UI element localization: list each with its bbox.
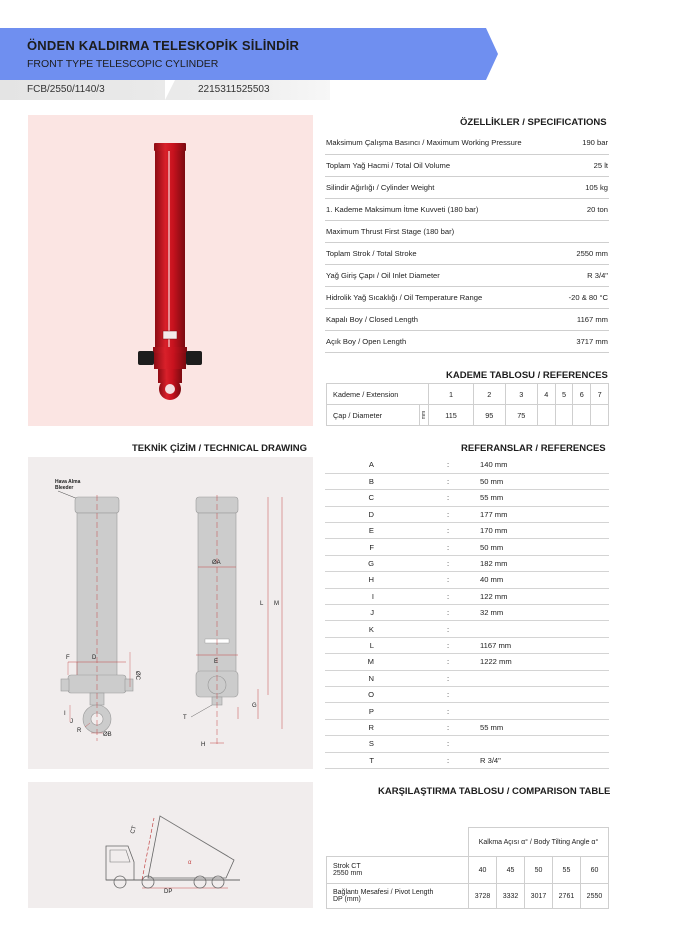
table-row: B : 50 mm [325, 473, 609, 489]
table-row: Silindir Ağırlığı / Cylinder Weight 105 kg [325, 176, 609, 198]
table-row: Kapalı Boy / Closed Length 1167 mm [325, 308, 609, 330]
table-row: I : 122 mm [325, 588, 609, 604]
bleeder-label: Hava Alma [55, 479, 81, 485]
unit-label: mm [421, 410, 428, 420]
table-row: Açık Boy / Open Length 3717 mm [325, 330, 609, 352]
table-row: N : [325, 670, 609, 686]
table-row: P : [325, 703, 609, 719]
table-row: O : [325, 686, 609, 702]
svg-text:R: R [77, 728, 82, 734]
references-title: REFERANSLAR / REFERENCES [461, 443, 606, 454]
bleeder-label-en: Bleeder [55, 485, 74, 491]
svg-text:G: G [252, 703, 257, 709]
svg-text:J: J [70, 719, 73, 725]
part-number: 2215311525503 [198, 84, 270, 95]
dump-truck-illustration [28, 782, 313, 908]
table-row: Strok CT 2550 mm 40 45 50 55 60 [327, 857, 609, 884]
product-photo [28, 115, 313, 426]
svg-text:ØC: ØC [134, 671, 140, 680]
comparison-title: KARŞILAŞTIRMA TABLOSU / COMPARISON TABLE [378, 786, 611, 797]
page-subtitle: FRONT TYPE TELESCOPIC CYLINDER [27, 58, 219, 70]
table-row: Kademe / Extension 1 2 3 4 5 6 7 [327, 384, 609, 405]
code-bar-divider [165, 80, 175, 100]
alpha-label: α [188, 860, 192, 866]
table-row: Toplam Yağ Hacmi / Total Oil Volume 25 lt [325, 154, 609, 176]
svg-text:T: T [183, 715, 187, 721]
truck-diagram [28, 782, 313, 908]
svg-text:L: L [260, 601, 264, 607]
table-row: F : 50 mm [325, 539, 609, 555]
table-row: E : 170 mm [325, 523, 609, 539]
table-row: Yağ Giriş Çapı / Oil Inlet Diameter R 3/4" [325, 264, 609, 286]
svg-text:I: I [64, 711, 66, 717]
comparison-table [326, 827, 609, 909]
banner-arrow [486, 28, 498, 80]
table-row: L : 1167 mm [325, 637, 609, 653]
table-row: Bağlantı Mesafesi / Pivot Length DP (mm) 3728 3332 3017 2761 2550 [327, 884, 609, 909]
table-row: T : R 3/4" [325, 752, 609, 768]
page-title: ÖNDEN KALDIRMA TELESKOPİK SİLİNDİR [27, 38, 300, 53]
table-row: A : 140 mm [325, 457, 609, 473]
dp-label: DP [164, 889, 173, 895]
table-row: D : 177 mm [325, 506, 609, 522]
svg-text:M: M [274, 601, 279, 607]
table-row: H : 40 mm [325, 572, 609, 588]
table-row: R : 55 mm [325, 719, 609, 735]
table-row: M : 1222 mm [325, 654, 609, 670]
svg-text:ØA: ØA [212, 560, 221, 566]
table-row: Kalkma Açısı α° / Body Tilting Angle α° [327, 828, 609, 857]
table-row: J : 32 mm [325, 605, 609, 621]
specs-title: ÖZELLİKLER / SPECIFICATIONS [460, 117, 607, 128]
table-row: 1. Kademe Maksimum İtme Kuvveti (180 bar) 20 ton [325, 198, 609, 220]
table-row: Maksimum Çalışma Basıncı / Maximum Working Pressure 190 bar [325, 132, 609, 154]
svg-text:D: D [92, 655, 97, 661]
table-row: S : [325, 736, 609, 752]
title-banner [0, 28, 486, 80]
table-row: K : [325, 621, 609, 637]
drawing-title: TEKNİK ÇİZİM / TECHNICAL DRAWING [132, 443, 308, 454]
table-row: C : 55 mm [325, 490, 609, 506]
specifications-table [325, 132, 609, 353]
references-table [325, 457, 609, 769]
technical-drawing-svg [28, 457, 313, 769]
technical-drawing [28, 457, 313, 769]
table-row: Çap / Diameter mm 115 95 75 [327, 405, 609, 426]
stage-table-title: KADEME TABLOSU / REFERENCES [446, 370, 608, 381]
table-row: G : 182 mm [325, 555, 609, 571]
telescopic-cylinder-illustration [28, 115, 313, 426]
table-row: Maximum Thrust First Stage (180 bar) [325, 220, 609, 242]
svg-text:F: F [66, 655, 70, 661]
stage-table [326, 383, 609, 426]
svg-text:E: E [214, 659, 219, 665]
table-row: Toplam Strok / Total Stroke 2550 mm [325, 242, 609, 264]
model-code: FCB/2550/1140/3 [27, 84, 105, 95]
svg-text:ØB: ØB [103, 732, 112, 738]
svg-text:H: H [201, 742, 206, 748]
table-row: Hidrolik Yağ Sıcaklığı / Oil Temperature Range -20 & 80 °C [325, 286, 609, 308]
ct-label: CT [130, 825, 139, 835]
